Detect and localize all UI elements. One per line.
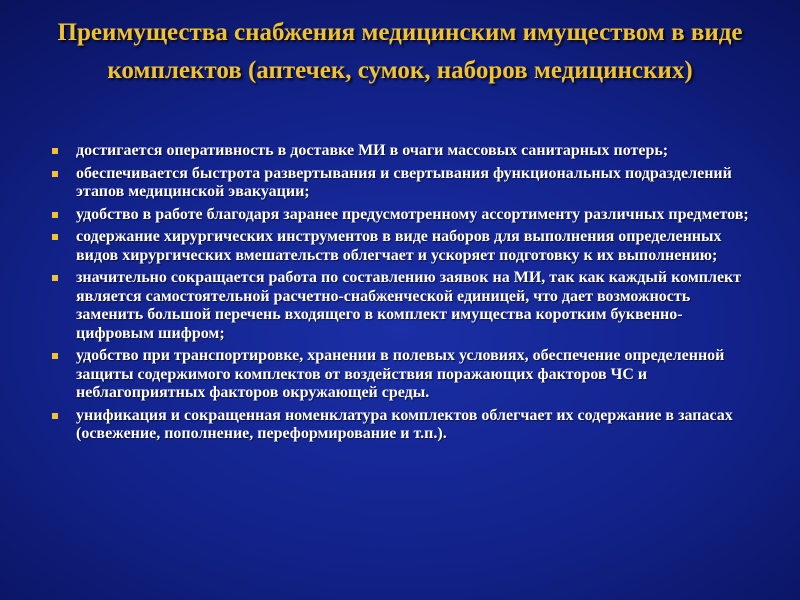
bullet-text: унификация и сокращенная номенклатура комплектов облегчает их содержание в запасах (освежение, пополнение, переформирование и т.п.).	[76, 406, 733, 442]
bullet-text: содержание хирургических инструментов в виде наборов для выполнения определенных видов хирургических вмешательств облегчает и ускоряет подготовку к их выполнению;	[76, 228, 722, 264]
bullet-item	[46, 347, 758, 403]
square-bullet-icon	[52, 275, 58, 281]
bullet-text: значительно сокращается работа по составлению заявок на МИ, так как каждый комплект является самостоятельной расчетно-снабженческой единицей, что дает возможность заменить большой перечень входящего в комплект имущества коротким буквенно-цифровым шифром;	[76, 269, 742, 342]
bullet-item	[46, 407, 758, 444]
bullet-text: обеспечивается быстрота развертывания и свертывания функциональных подразделений этапов медицинской эвакуации;	[76, 164, 732, 200]
slide-title: Преимущества снабжения медицинским имуществом в виде комплектов (аптечек, сумок, наборов медицинских)	[57, 19, 743, 84]
bullet-text: достигается оперативность в доставке МИ в очаги массовых санитарных потерь;	[76, 142, 669, 159]
bullet-text: удобство при транспортировке, хранении в полевых условиях, обеспечение определенной защиты содержимого комплектов от воздействия поражающих факторов ЧС и неблагоприятных факторов окружающей среды.	[76, 347, 725, 401]
square-bullet-icon	[52, 171, 58, 177]
bullet-item	[46, 269, 758, 343]
bullet-item	[46, 142, 758, 161]
square-bullet-icon	[52, 353, 58, 359]
bullet-item	[46, 165, 758, 202]
square-bullet-icon	[52, 148, 58, 154]
bullet-item	[46, 206, 758, 225]
square-bullet-icon	[52, 413, 58, 419]
bullet-list	[46, 142, 758, 448]
square-bullet-icon	[52, 234, 58, 240]
square-bullet-icon	[52, 212, 58, 218]
bullet-text: удобство в работе благодаря заранее предусмотренному ассортименту различных предметов;	[76, 205, 749, 223]
bullet-item	[46, 228, 758, 265]
